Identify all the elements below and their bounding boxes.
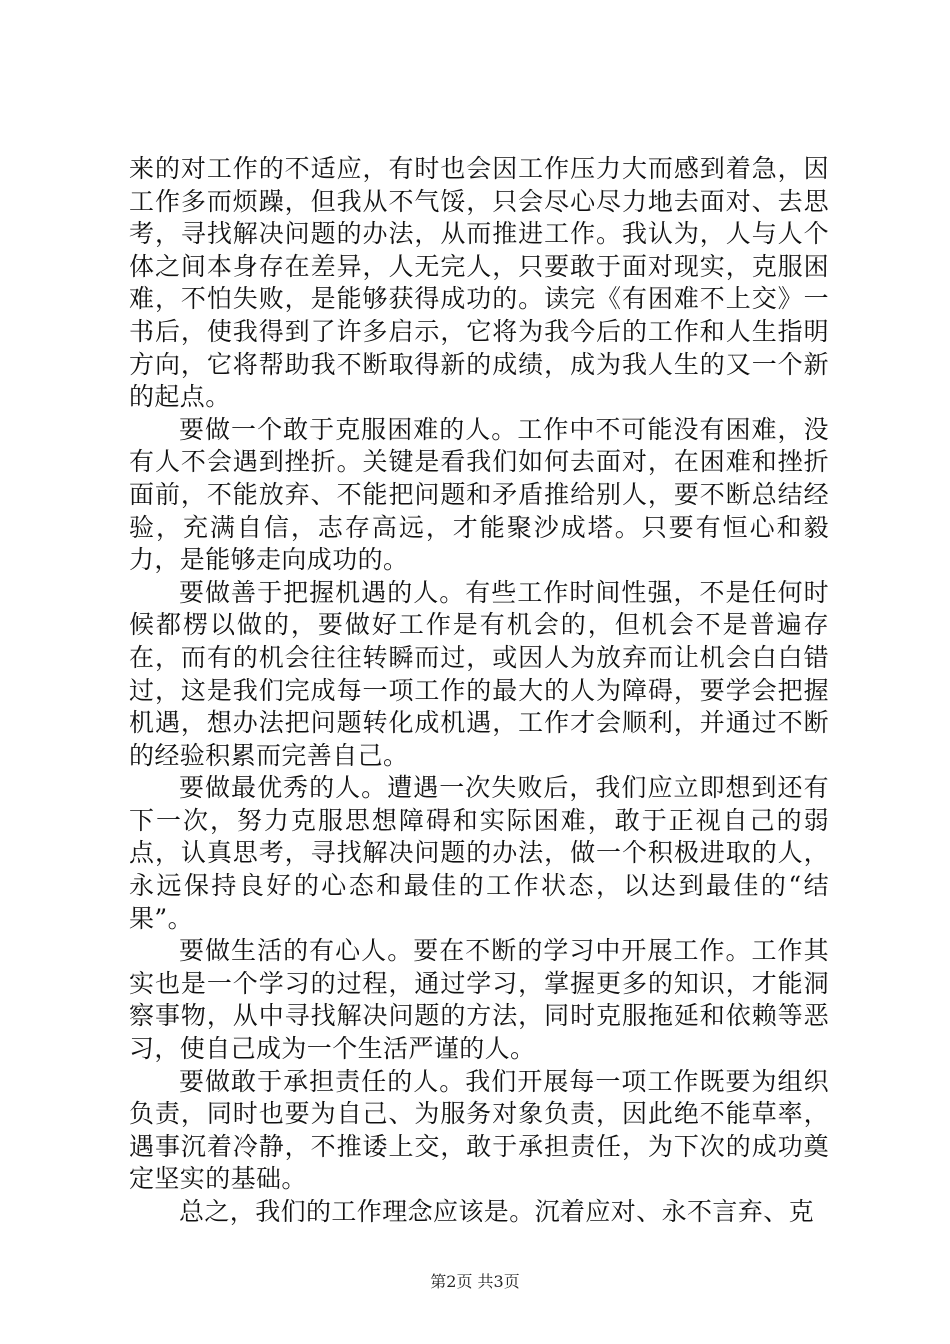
paragraph-2: 要做一个敢于克服困难的人。工作中不可能没有困难，没有人不会遇到挫折。关键是看我们如何去面对，在困难和挫折面前，不能放弃、不能把问题和矛盾推给别人，要不断总结经验，充满自信，志存高远，才能聚沙成塔。只要有恒心和毅力，是能够走向成功的。 — [129, 414, 829, 575]
paragraph-1: 来的对工作的不适应，有时也会因工作压力大而感到着急，因工作多而烦躁，但我从不气馁，只会尽心尽力地去面对、去思考，寻找解决问题的办法，从而推进工作。我认为，人与人个体之间本身存在差异，人无完人，只要敢于面对现实，克服困难，不怕失败，是能够获得成功的。读完《有困难不上交》一书后，使我得到了许多启示，它将为我今后的工作和人生指明方向，它将帮助我不断取得新的成绩，成为我人生的又一个新的起点。 — [129, 154, 829, 412]
paragraph-3: 要做善于把握机遇的人。有些工作时间性强，不是任何时候都楞以做的，要做好工作是有机会的，但机会不是普遍存在，而有的机会往往转瞬而过，或因人为放弃而让机会白白错过，这是我们完成每一项工作的最大的人为障碍，要学会把握机遇，想办法把问题转化成机遇，工作才会顺利，并通过不断的经验积累而完善自己。 — [129, 577, 829, 770]
paragraph-6: 要做敢于承担责任的人。我们开展每一项工作既要为组织负责，同时也要为自己、为服务对象负责，因此绝不能草率，遇事沉着冷静，不推诿上交，敢于承担责任，为下次的成功奠定坚实的基础。 — [129, 1066, 829, 1194]
paragraph-4: 要做最优秀的人。遭遇一次失败后，我们应立即想到还有下一次，努力克服思想障碍和实际困难，敢于正视自己的弱点，认真思考，寻找解决问题的办法，做一个积极进取的人，永远保持良好的心态和最佳的工作状态，以达到最佳的“结果”。 — [129, 773, 829, 933]
page-number-footer: 第2页 共3页 — [430, 1272, 520, 1291]
document-body — [129, 153, 829, 1229]
paragraph-5: 要做生活的有心人。要在不断的学习中开展工作。工作其实也是一个学习的过程，通过学习，掌握更多的知识，才能洞察事物，从中寻找解决问题的方法，同时克服拖延和依赖等恶习，使自己成为一个生活严谨的人。 — [129, 936, 829, 1064]
paragraph-7: 总之，我们的工作理念应该是。沉着应对、永不言弃、克 — [179, 1197, 815, 1226]
